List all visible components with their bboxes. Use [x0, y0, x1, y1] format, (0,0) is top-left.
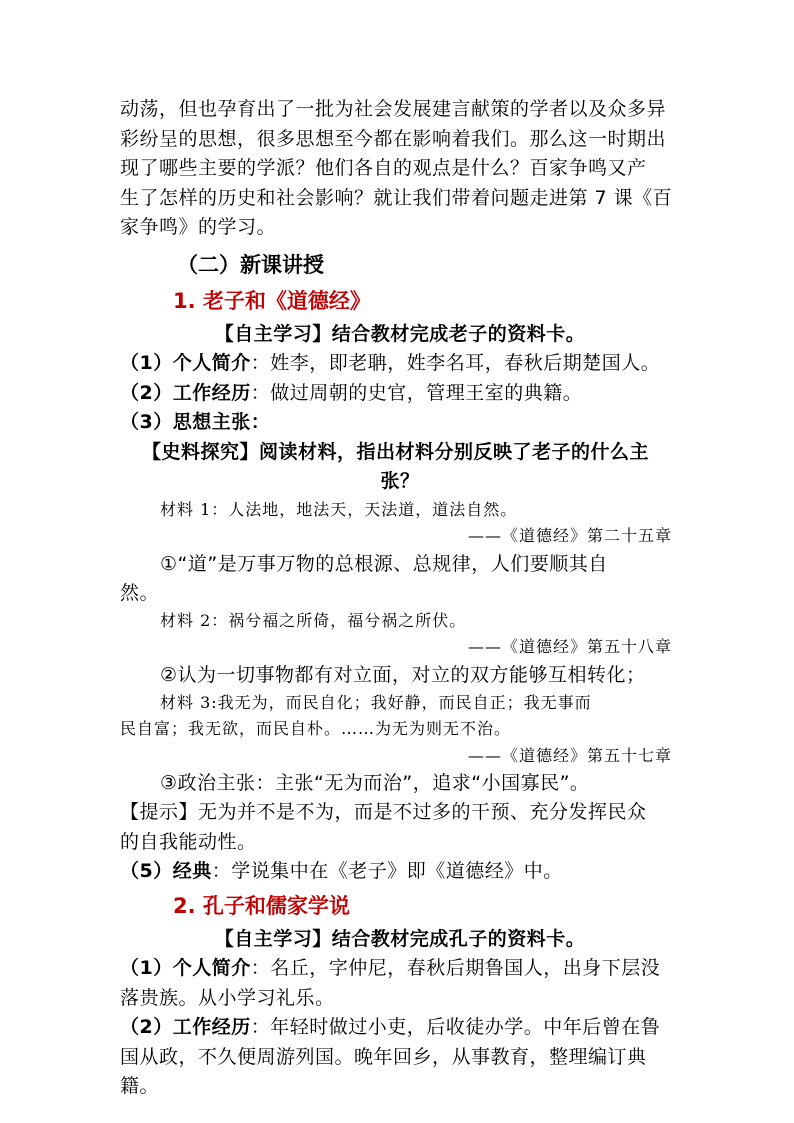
answer-2: ②认为一切事物都有对立面，对立的双方能够互相转化； — [160, 663, 646, 686]
item-text: ：学说集中在《老子》即《道德经》中。 — [211, 860, 563, 882]
item-label: （5）经典 — [120, 860, 212, 882]
part2-title: 2. 孔子和儒家学说 — [173, 893, 350, 918]
intro-line: 彩纷呈的思想，很多思想至今都在影响着我们。那么这一时期出 — [120, 127, 667, 150]
part1-self-study — [120, 320, 680, 350]
material-3-line-2: 民自富；我无欲，而民自朴。……为无为则无不治。 — [120, 719, 512, 738]
item-label: （2）工作经历 — [120, 1016, 251, 1038]
item-label: （3）思想主张 — [120, 411, 251, 433]
item-label: （1）个人简介 — [120, 957, 251, 979]
section-title-new-lesson: （二）新课讲授 — [177, 252, 324, 277]
material-2-source: ——《道德经》第五十八章 — [467, 637, 672, 656]
self-study-text: 结合教材完成孔子的资料卡。 — [331, 927, 586, 950]
intro-line: 动荡，但也孕育出了一批为社会发展建言献策的学者以及众多异 — [120, 98, 667, 120]
material-3-source: ——《道德经》第五十七章 — [467, 745, 672, 765]
item-text: ：名丘，字仲尼，春秋后期鲁国人，出身下层没 — [250, 957, 661, 979]
part1-title: 1. 老子和《道德经》 — [173, 288, 371, 313]
item-text: ： — [250, 411, 271, 433]
part1-item-profile — [120, 349, 680, 379]
self-study-text: 结合教材完成老子的资料卡。 — [331, 322, 586, 345]
part1-item-classic — [120, 857, 680, 887]
answer-3: ③政治主张：主张“无为而治”，追求“小国寡民”。 — [160, 772, 590, 794]
hint-line-2: 的自我能动性。 — [120, 830, 257, 853]
document-content — [120, 95, 680, 1102]
material-1: 材料 1：人法地，地法天，天法道，道法自然。 — [160, 499, 518, 519]
explore-line-2: 张？ — [380, 470, 420, 492]
answer-1-line-2: 然。 — [120, 581, 160, 604]
hint-line-1 — [120, 798, 680, 828]
part2-item-profile-line-2: 落贵族。从小学习礼乐。 — [120, 986, 335, 1009]
self-study-tag: 【自主学习】 — [214, 322, 332, 345]
self-study-tag: 【自主学习】 — [214, 927, 332, 950]
item-text: ：姓李，即老聃，姓李名耳，春秋后期楚国人。 — [250, 352, 661, 374]
part2-item-career-line-2: 国从政，不久便周游列国。晚年回乡，从事教育，整理编订典 — [120, 1045, 647, 1068]
part1-item-thought — [120, 408, 680, 438]
hint-text: 无为并不是不为，而是不过多的干预、充分发挥民众 — [198, 801, 647, 823]
hint-tag: 【提示】 — [120, 801, 199, 823]
item-text: ：做过周朝的史官，管理王室的典籍。 — [250, 381, 583, 404]
material-3-line-1: 材料 3:我无为，而民自化；我好静，而民自正；我无事而 — [160, 692, 592, 712]
part2-self-study — [120, 925, 680, 955]
explore-text: 阅读材料，指出材料分别反映了老子的什么主 — [259, 440, 650, 463]
item-text: ：年轻时做过小吏，后收徒办学。中年后曾在鲁 — [250, 1016, 661, 1038]
material-2: 材料 2：祸兮福之所倚，福兮祸之所伏。 — [160, 610, 467, 630]
part1-explore — [120, 438, 680, 497]
intro-line: 家争鸣》的学习。 — [120, 216, 277, 238]
part2-item-profile-line-1 — [120, 954, 680, 984]
item-label: （2）工作经历 — [120, 381, 251, 404]
intro-paragraph — [120, 95, 680, 243]
answer-1-line-1: ①“道”是万事万物的总根源、总规律，人们要顺其自 — [160, 552, 608, 575]
material-1-source: ——《道德经》第二十五章 — [467, 526, 672, 545]
intro-line: 生了怎样的历史和社会影响？就让我们带着问题走进第 7 课《百 — [120, 186, 673, 209]
part1-item-career — [120, 379, 680, 409]
intro-line: 现了哪些主要的学派？他们各自的观点是什么？百家争鸣又产 — [120, 157, 647, 179]
part2-item-career-line-1 — [120, 1013, 680, 1043]
item-label: （1）个人简介 — [120, 352, 251, 374]
part2-item-career-line-3: 籍。 — [120, 1075, 160, 1097]
explore-line-1 — [120, 438, 680, 468]
explore-tag: 【史料探究】 — [142, 440, 260, 463]
